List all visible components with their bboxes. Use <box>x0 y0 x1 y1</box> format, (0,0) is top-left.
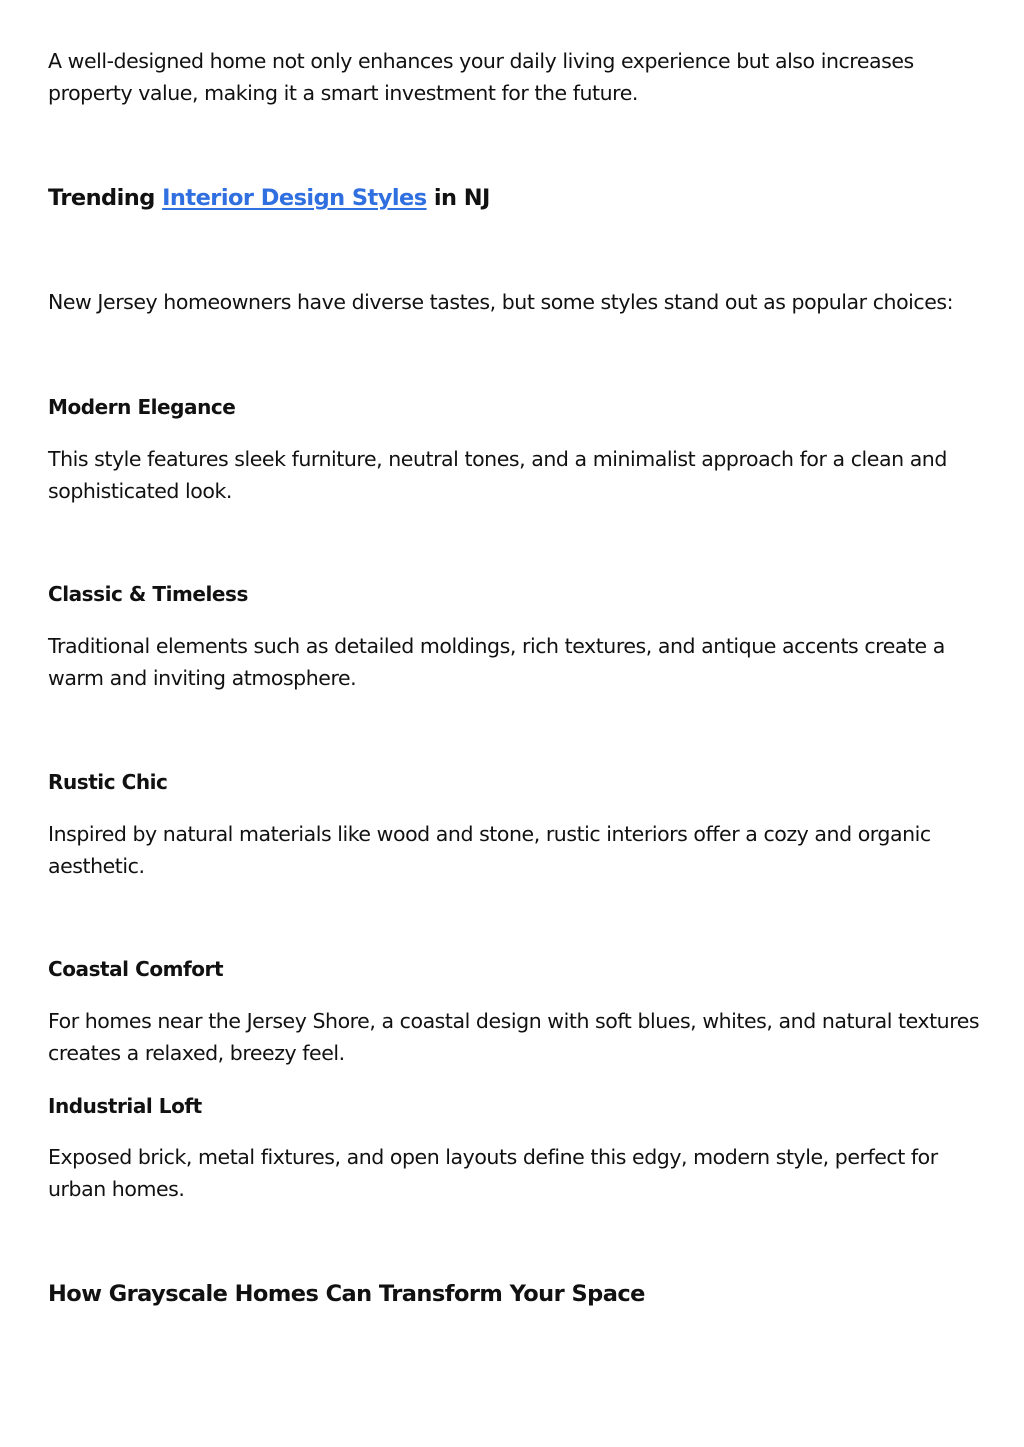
style-description-industrial-loft: Exposed brick, metal fixtures, and open layouts define this edgy, modern style, perfect for urban homes. <box>48 1145 938 1201</box>
style-title-coastal-comfort: Coastal Comfort <box>48 957 224 981</box>
style-title-industrial-loft: Industrial Loft <box>48 1094 202 1118</box>
style-title-modern-elegance: Modern Elegance <box>48 395 236 419</box>
style-title-rustic-chic: Rustic Chic <box>48 770 168 794</box>
trending-intro-paragraph: New Jersey homeowners have diverse tastes, but some styles stand out as popular choices: <box>48 290 954 314</box>
trending-heading-suffix: in NJ <box>426 185 490 211</box>
style-description-coastal-comfort: For homes near the Jersey Shore, a coastal design with soft blues, whites, and natural textures creates a relaxed, breezy feel. <box>48 1009 980 1065</box>
style-title-classic-timeless: Classic & Timeless <box>48 582 248 606</box>
style-description-classic-timeless: Traditional elements such as detailed moldings, rich textures, and antique accents create a warm and inviting atmosphere. <box>48 634 945 690</box>
trending-heading-prefix: Trending <box>48 185 163 211</box>
intro-paragraph: A well-designed home not only enhances your daily living experience but also increases property value, making it a smart investment for the future. <box>48 49 914 105</box>
transform-heading: How Grayscale Homes Can Transform Your Space <box>48 1281 645 1307</box>
style-description-rustic-chic: Inspired by natural materials like wood and stone, rustic interiors offer a cozy and organic aesthetic. <box>48 822 931 878</box>
interior-design-styles-link[interactable]: Interior Design Styles <box>162 185 427 211</box>
trending-heading <box>48 183 490 213</box>
style-description-modern-elegance: This style features sleek furniture, neutral tones, and a minimalist approach for a clean and sophisticated look. <box>48 447 947 503</box>
